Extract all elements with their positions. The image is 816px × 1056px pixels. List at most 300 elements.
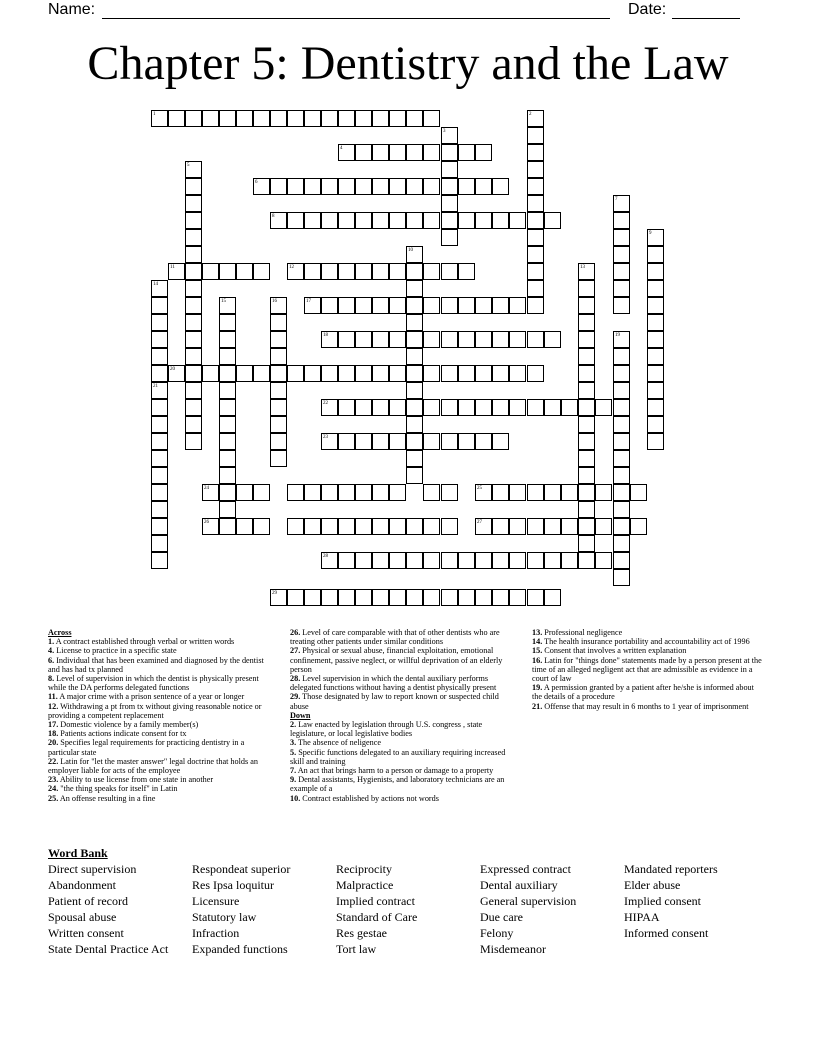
grid-cell[interactable]	[527, 110, 544, 127]
grid-cell[interactable]	[647, 365, 664, 382]
grid-cell[interactable]	[185, 331, 202, 348]
grid-cell[interactable]	[406, 331, 423, 348]
grid-cell[interactable]	[185, 263, 202, 280]
grid-cell[interactable]	[509, 518, 526, 535]
grid-cell[interactable]	[372, 433, 389, 450]
grid-cell[interactable]	[304, 365, 321, 382]
grid-cell[interactable]	[321, 331, 338, 348]
grid-cell[interactable]	[389, 484, 406, 501]
grid-cell[interactable]	[219, 263, 236, 280]
grid-cell[interactable]	[475, 212, 492, 229]
grid-cell[interactable]	[355, 484, 372, 501]
grid-cell[interactable]	[270, 433, 287, 450]
grid-cell[interactable]	[304, 212, 321, 229]
grid-cell[interactable]	[355, 212, 372, 229]
grid-cell[interactable]	[613, 484, 630, 501]
grid-cell[interactable]	[458, 178, 475, 195]
grid-cell[interactable]	[578, 416, 595, 433]
grid-cell[interactable]	[338, 399, 355, 416]
grid-cell[interactable]	[168, 365, 185, 382]
grid-cell[interactable]	[372, 178, 389, 195]
grid-cell[interactable]	[355, 178, 372, 195]
grid-cell[interactable]	[389, 365, 406, 382]
grid-cell[interactable]	[441, 212, 458, 229]
grid-cell[interactable]	[185, 382, 202, 399]
grid-cell[interactable]	[270, 416, 287, 433]
grid-cell[interactable]	[355, 518, 372, 535]
grid-cell[interactable]	[151, 518, 168, 535]
grid-cell[interactable]	[236, 263, 253, 280]
grid-cell[interactable]	[578, 484, 595, 501]
grid-cell[interactable]	[253, 263, 270, 280]
grid-cell[interactable]	[185, 280, 202, 297]
grid-cell[interactable]	[406, 297, 423, 314]
grid-cell[interactable]	[406, 382, 423, 399]
grid-cell[interactable]	[219, 348, 236, 365]
grid-cell[interactable]	[561, 552, 578, 569]
grid-cell[interactable]	[168, 263, 185, 280]
grid-cell[interactable]	[423, 518, 440, 535]
grid-cell[interactable]	[372, 297, 389, 314]
grid-cell[interactable]	[544, 518, 561, 535]
grid-cell[interactable]	[202, 484, 219, 501]
grid-cell[interactable]	[355, 144, 372, 161]
grid-cell[interactable]	[389, 212, 406, 229]
grid-cell[interactable]	[492, 589, 509, 606]
grid-cell[interactable]	[304, 484, 321, 501]
grid-cell[interactable]	[219, 314, 236, 331]
grid-cell[interactable]	[647, 416, 664, 433]
grid-cell[interactable]	[355, 331, 372, 348]
grid-cell[interactable]	[406, 246, 423, 263]
grid-cell[interactable]	[613, 365, 630, 382]
grid-cell[interactable]	[613, 569, 630, 586]
grid-cell[interactable]	[338, 331, 355, 348]
grid-cell[interactable]	[509, 399, 526, 416]
grid-cell[interactable]	[236, 484, 253, 501]
grid-cell[interactable]	[527, 178, 544, 195]
grid-cell[interactable]	[304, 589, 321, 606]
grid-cell[interactable]	[406, 110, 423, 127]
grid-cell[interactable]	[527, 263, 544, 280]
grid-cell[interactable]	[253, 518, 270, 535]
grid-cell[interactable]	[423, 365, 440, 382]
grid-cell[interactable]	[389, 297, 406, 314]
grid-cell[interactable]	[321, 365, 338, 382]
grid-cell[interactable]	[270, 178, 287, 195]
grid-cell[interactable]	[355, 552, 372, 569]
grid-cell[interactable]	[219, 382, 236, 399]
grid-cell[interactable]	[185, 433, 202, 450]
grid-cell[interactable]	[613, 552, 630, 569]
grid-cell[interactable]	[372, 552, 389, 569]
grid-cell[interactable]	[578, 518, 595, 535]
grid-cell[interactable]	[423, 212, 440, 229]
grid-cell[interactable]	[423, 297, 440, 314]
grid-cell[interactable]	[151, 484, 168, 501]
grid-cell[interactable]	[372, 484, 389, 501]
grid-cell[interactable]	[406, 263, 423, 280]
grid-cell[interactable]	[458, 263, 475, 280]
grid-cell[interactable]	[185, 348, 202, 365]
grid-cell[interactable]	[423, 178, 440, 195]
grid-cell[interactable]	[492, 212, 509, 229]
grid-cell[interactable]	[219, 110, 236, 127]
grid-cell[interactable]	[544, 212, 561, 229]
grid-cell[interactable]	[321, 589, 338, 606]
grid-cell[interactable]	[458, 433, 475, 450]
grid-cell[interactable]	[372, 144, 389, 161]
grid-cell[interactable]	[355, 399, 372, 416]
grid-cell[interactable]	[613, 263, 630, 280]
grid-cell[interactable]	[475, 589, 492, 606]
grid-cell[interactable]	[578, 450, 595, 467]
grid-cell[interactable]	[185, 195, 202, 212]
grid-cell[interactable]	[458, 589, 475, 606]
grid-cell[interactable]	[389, 110, 406, 127]
grid-cell[interactable]	[492, 365, 509, 382]
grid-cell[interactable]	[458, 212, 475, 229]
grid-cell[interactable]	[151, 331, 168, 348]
grid-cell[interactable]	[185, 297, 202, 314]
grid-cell[interactable]	[475, 178, 492, 195]
grid-cell[interactable]	[441, 144, 458, 161]
grid-cell[interactable]	[578, 501, 595, 518]
grid-cell[interactable]	[527, 365, 544, 382]
grid-cell[interactable]	[527, 127, 544, 144]
grid-cell[interactable]	[389, 263, 406, 280]
grid-cell[interactable]	[151, 467, 168, 484]
grid-cell[interactable]	[561, 484, 578, 501]
grid-cell[interactable]	[527, 484, 544, 501]
grid-cell[interactable]	[338, 589, 355, 606]
grid-cell[interactable]	[578, 552, 595, 569]
grid-cell[interactable]	[287, 110, 304, 127]
grid-cell[interactable]	[441, 331, 458, 348]
grid-cell[interactable]	[509, 589, 526, 606]
grid-cell[interactable]	[389, 433, 406, 450]
grid-cell[interactable]	[613, 501, 630, 518]
grid-cell[interactable]	[338, 178, 355, 195]
grid-cell[interactable]	[578, 280, 595, 297]
grid-cell[interactable]	[355, 433, 372, 450]
grid-cell[interactable]	[613, 280, 630, 297]
grid-cell[interactable]	[372, 589, 389, 606]
grid-cell[interactable]	[372, 110, 389, 127]
grid-cell[interactable]	[647, 280, 664, 297]
grid-cell[interactable]	[236, 110, 253, 127]
grid-cell[interactable]	[613, 297, 630, 314]
grid-cell[interactable]	[270, 331, 287, 348]
grid-cell[interactable]	[389, 518, 406, 535]
grid-cell[interactable]	[423, 331, 440, 348]
grid-cell[interactable]	[219, 331, 236, 348]
grid-cell[interactable]	[185, 365, 202, 382]
grid-cell[interactable]	[441, 433, 458, 450]
grid-cell[interactable]	[613, 195, 630, 212]
grid-cell[interactable]	[647, 348, 664, 365]
grid-cell[interactable]	[509, 552, 526, 569]
grid-cell[interactable]	[527, 331, 544, 348]
grid-cell[interactable]	[423, 263, 440, 280]
grid-cell[interactable]	[630, 484, 647, 501]
grid-cell[interactable]	[595, 552, 612, 569]
grid-cell[interactable]	[458, 552, 475, 569]
grid-cell[interactable]	[185, 416, 202, 433]
grid-cell[interactable]	[406, 212, 423, 229]
grid-cell[interactable]	[321, 297, 338, 314]
grid-cell[interactable]	[355, 589, 372, 606]
grid-cell[interactable]	[458, 331, 475, 348]
grid-cell[interactable]	[544, 399, 561, 416]
grid-cell[interactable]	[389, 399, 406, 416]
grid-cell[interactable]	[406, 399, 423, 416]
grid-cell[interactable]	[613, 348, 630, 365]
grid-cell[interactable]	[613, 212, 630, 229]
grid-cell[interactable]	[423, 484, 440, 501]
grid-cell[interactable]	[441, 263, 458, 280]
grid-cell[interactable]	[441, 552, 458, 569]
grid-cell[interactable]	[338, 297, 355, 314]
grid-cell[interactable]	[475, 518, 492, 535]
grid-cell[interactable]	[321, 518, 338, 535]
grid-cell[interactable]	[406, 348, 423, 365]
grid-cell[interactable]	[168, 110, 185, 127]
grid-cell[interactable]	[304, 178, 321, 195]
grid-cell[interactable]	[270, 382, 287, 399]
grid-cell[interactable]	[389, 144, 406, 161]
grid-cell[interactable]	[355, 263, 372, 280]
grid-cell[interactable]	[630, 518, 647, 535]
grid-cell[interactable]	[151, 433, 168, 450]
grid-cell[interactable]	[389, 589, 406, 606]
grid-cell[interactable]	[253, 484, 270, 501]
grid-cell[interactable]	[423, 399, 440, 416]
grid-cell[interactable]	[527, 144, 544, 161]
grid-cell[interactable]	[578, 535, 595, 552]
grid-cell[interactable]	[561, 518, 578, 535]
grid-cell[interactable]	[236, 518, 253, 535]
grid-cell[interactable]	[647, 399, 664, 416]
grid-cell[interactable]	[219, 518, 236, 535]
grid-cell[interactable]	[151, 280, 168, 297]
grid-cell[interactable]	[287, 484, 304, 501]
grid-cell[interactable]	[321, 178, 338, 195]
grid-cell[interactable]	[509, 365, 526, 382]
grid-cell[interactable]	[647, 297, 664, 314]
grid-cell[interactable]	[321, 212, 338, 229]
grid-cell[interactable]	[270, 297, 287, 314]
grid-cell[interactable]	[492, 433, 509, 450]
grid-cell[interactable]	[406, 518, 423, 535]
grid-cell[interactable]	[492, 178, 509, 195]
grid-cell[interactable]	[338, 433, 355, 450]
grid-cell[interactable]	[304, 110, 321, 127]
grid-cell[interactable]	[527, 161, 544, 178]
grid-cell[interactable]	[441, 161, 458, 178]
grid-cell[interactable]	[441, 229, 458, 246]
grid-cell[interactable]	[578, 314, 595, 331]
grid-cell[interactable]	[219, 467, 236, 484]
grid-cell[interactable]	[544, 552, 561, 569]
grid-cell[interactable]	[475, 399, 492, 416]
grid-cell[interactable]	[372, 365, 389, 382]
grid-cell[interactable]	[561, 399, 578, 416]
grid-cell[interactable]	[509, 212, 526, 229]
grid-cell[interactable]	[338, 212, 355, 229]
grid-cell[interactable]	[151, 535, 168, 552]
grid-cell[interactable]	[613, 382, 630, 399]
grid-cell[interactable]	[613, 399, 630, 416]
grid-cell[interactable]	[441, 518, 458, 535]
grid-cell[interactable]	[527, 280, 544, 297]
grid-cell[interactable]	[270, 314, 287, 331]
grid-cell[interactable]	[595, 484, 612, 501]
grid-cell[interactable]	[185, 246, 202, 263]
grid-cell[interactable]	[527, 229, 544, 246]
grid-cell[interactable]	[338, 144, 355, 161]
grid-cell[interactable]	[338, 518, 355, 535]
grid-cell[interactable]	[406, 552, 423, 569]
grid-cell[interactable]	[613, 535, 630, 552]
grid-cell[interactable]	[202, 365, 219, 382]
grid-cell[interactable]	[287, 212, 304, 229]
grid-cell[interactable]	[647, 263, 664, 280]
grid-cell[interactable]	[647, 229, 664, 246]
grid-cell[interactable]	[151, 382, 168, 399]
grid-cell[interactable]	[270, 110, 287, 127]
grid-cell[interactable]	[151, 314, 168, 331]
grid-cell[interactable]	[185, 399, 202, 416]
grid-cell[interactable]	[219, 450, 236, 467]
grid-cell[interactable]	[202, 110, 219, 127]
grid-cell[interactable]	[475, 331, 492, 348]
grid-cell[interactable]	[321, 484, 338, 501]
grid-cell[interactable]	[492, 399, 509, 416]
grid-cell[interactable]	[527, 195, 544, 212]
grid-cell[interactable]	[458, 297, 475, 314]
grid-cell[interactable]	[372, 212, 389, 229]
grid-cell[interactable]	[475, 433, 492, 450]
grid-cell[interactable]	[355, 110, 372, 127]
grid-cell[interactable]	[253, 178, 270, 195]
grid-cell[interactable]	[236, 365, 253, 382]
grid-cell[interactable]	[613, 416, 630, 433]
grid-cell[interactable]	[613, 433, 630, 450]
grid-cell[interactable]	[202, 518, 219, 535]
grid-cell[interactable]	[441, 127, 458, 144]
grid-cell[interactable]	[151, 552, 168, 569]
grid-cell[interactable]	[321, 433, 338, 450]
grid-cell[interactable]	[151, 110, 168, 127]
grid-cell[interactable]	[185, 229, 202, 246]
grid-cell[interactable]	[578, 433, 595, 450]
grid-cell[interactable]	[219, 416, 236, 433]
grid-cell[interactable]	[389, 178, 406, 195]
grid-cell[interactable]	[202, 263, 219, 280]
grid-cell[interactable]	[321, 263, 338, 280]
grid-cell[interactable]	[372, 518, 389, 535]
grid-cell[interactable]	[578, 399, 595, 416]
grid-cell[interactable]	[544, 589, 561, 606]
grid-cell[interactable]	[647, 382, 664, 399]
grid-cell[interactable]	[406, 450, 423, 467]
grid-cell[interactable]	[475, 144, 492, 161]
grid-cell[interactable]	[578, 467, 595, 484]
grid-cell[interactable]	[458, 144, 475, 161]
grid-cell[interactable]	[270, 399, 287, 416]
grid-cell[interactable]	[475, 365, 492, 382]
grid-cell[interactable]	[406, 467, 423, 484]
grid-cell[interactable]	[219, 399, 236, 416]
grid-cell[interactable]	[355, 365, 372, 382]
grid-cell[interactable]	[423, 110, 440, 127]
grid-cell[interactable]	[613, 467, 630, 484]
grid-cell[interactable]	[151, 365, 168, 382]
grid-cell[interactable]	[578, 331, 595, 348]
grid-cell[interactable]	[544, 484, 561, 501]
grid-cell[interactable]	[458, 399, 475, 416]
grid-cell[interactable]	[287, 589, 304, 606]
grid-cell[interactable]	[423, 433, 440, 450]
grid-cell[interactable]	[406, 433, 423, 450]
grid-cell[interactable]	[647, 314, 664, 331]
grid-cell[interactable]	[219, 365, 236, 382]
grid-cell[interactable]	[151, 416, 168, 433]
grid-cell[interactable]	[338, 552, 355, 569]
grid-cell[interactable]	[509, 331, 526, 348]
grid-cell[interactable]	[185, 314, 202, 331]
grid-cell[interactable]	[372, 331, 389, 348]
grid-cell[interactable]	[270, 365, 287, 382]
grid-cell[interactable]	[595, 518, 612, 535]
grid-cell[interactable]	[270, 589, 287, 606]
grid-cell[interactable]	[475, 484, 492, 501]
grid-cell[interactable]	[321, 552, 338, 569]
grid-cell[interactable]	[338, 110, 355, 127]
grid-cell[interactable]	[578, 263, 595, 280]
grid-cell[interactable]	[287, 365, 304, 382]
grid-cell[interactable]	[423, 144, 440, 161]
grid-cell[interactable]	[287, 263, 304, 280]
grid-cell[interactable]	[492, 518, 509, 535]
grid-cell[interactable]	[406, 280, 423, 297]
grid-cell[interactable]	[270, 348, 287, 365]
grid-cell[interactable]	[151, 501, 168, 518]
grid-cell[interactable]	[406, 144, 423, 161]
grid-cell[interactable]	[527, 297, 544, 314]
grid-cell[interactable]	[185, 161, 202, 178]
grid-cell[interactable]	[578, 382, 595, 399]
grid-cell[interactable]	[647, 246, 664, 263]
grid-cell[interactable]	[406, 365, 423, 382]
grid-cell[interactable]	[253, 365, 270, 382]
grid-cell[interactable]	[613, 450, 630, 467]
grid-cell[interactable]	[185, 110, 202, 127]
grid-cell[interactable]	[151, 399, 168, 416]
grid-cell[interactable]	[185, 212, 202, 229]
grid-cell[interactable]	[219, 484, 236, 501]
grid-cell[interactable]	[527, 246, 544, 263]
grid-cell[interactable]	[253, 110, 270, 127]
grid-cell[interactable]	[441, 297, 458, 314]
grid-cell[interactable]	[441, 484, 458, 501]
grid-cell[interactable]	[492, 552, 509, 569]
grid-cell[interactable]	[509, 484, 526, 501]
grid-cell[interactable]	[304, 297, 321, 314]
grid-cell[interactable]	[527, 212, 544, 229]
grid-cell[interactable]	[613, 518, 630, 535]
